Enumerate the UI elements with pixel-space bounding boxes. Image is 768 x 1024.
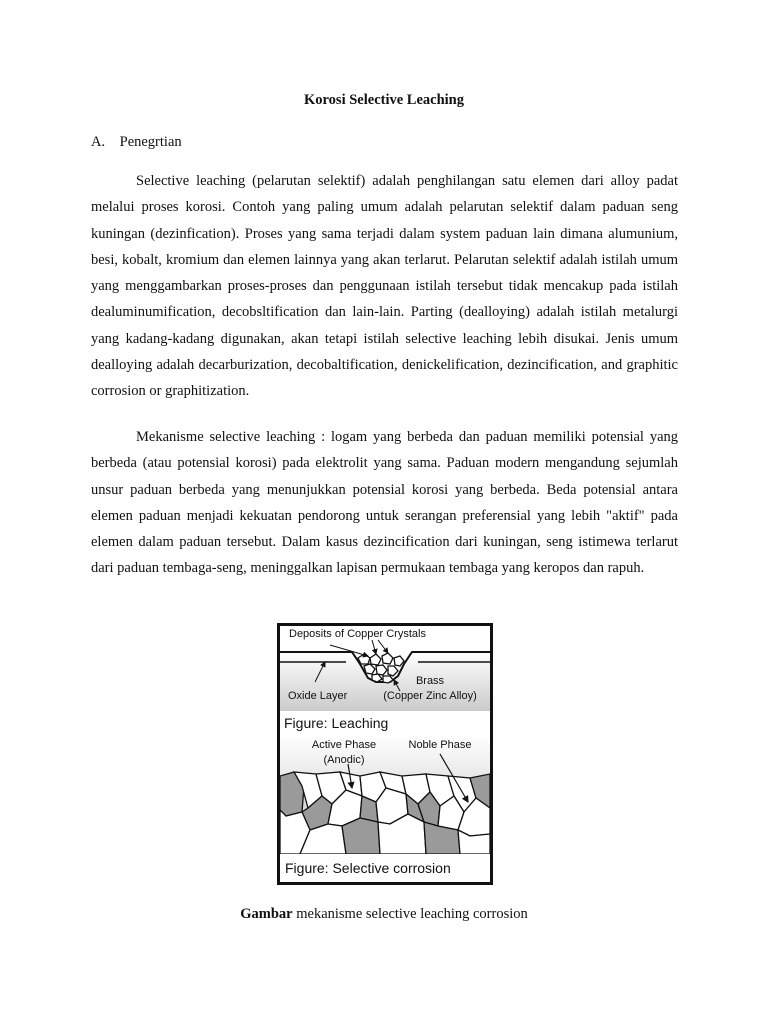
brass-sub-label: (Copper Zinc Alloy)	[383, 690, 477, 702]
caption-text: mekanisme selective leaching corrosion	[292, 906, 528, 922]
active-phase-sub-label: (Anodic)	[323, 754, 365, 766]
paragraph-definition: Selective leaching (pelarutan selektif) adalah penghilangan satu elemen dari alloy padat melalui proses korosi. Contoh yang paling umum adalah pelarutan selektif dalam paduan seng kuningan (dezinfication). Proses yang sama terjadi dalam system paduan lain dimana alumunium, besi, kobalt, kromium dan elemen lainnya yang akan terlarut. Pelarutan selektif adalah istilah umum yang menggambarkan proses-proses dan penggunaan istilah tersebut tidak mencakup pada istilah dealuminumification, decobsltification dan lain-lain. Parting (dealloying) adalah istilah metalurgi yang kadang-kadang digunakan, akan tetapi istilah selective leaching lebih disukai. Jenis umum dealloying adalah decarburization, decobaltification, denickelification, dezincification, and graphitic corrosion or graphitization.	[91, 173, 678, 400]
selective-corrosion-title: Figure: Selective corrosion	[285, 860, 451, 876]
document-title: Korosi Selective Leaching	[303, 92, 465, 108]
active-phase-label: Active Phase	[311, 739, 377, 751]
noble-phase-label: Noble Phase	[408, 739, 472, 751]
leaching-figure	[277, 623, 493, 885]
brass-label: Brass	[415, 675, 445, 687]
section-number: A.	[91, 134, 106, 150]
oxide-layer-label: Oxide Layer	[288, 690, 348, 702]
section-heading	[91, 134, 182, 151]
section-title: Penegrtian	[119, 134, 182, 150]
selective-corrosion-panel	[280, 736, 490, 854]
leaching-panel	[280, 628, 490, 714]
figure-illustration	[280, 626, 490, 882]
figure-caption	[0, 906, 768, 923]
deposits-label: Deposits of Copper Crystals	[289, 628, 426, 640]
caption-label: Gambar	[240, 906, 293, 922]
paragraph-mechanism: Mekanisme selective leaching : logam yang berbeda dan paduan memiliki potensial yang berbeda (atau potensial korosi) pada elektrolit yang sama. Paduan modern mengandung sejumlah unsur paduan berbeda yang menunjukkan potensial korosi yang berbeda. Beda potensial antara elemen paduan menjadi kekuatan pendorong untuk serangan preferensial yang lebih "aktif" pada elemen dalam paduan tersebut. Dalam kasus dezincification dari kuningan, seng istimewa terlarut dari paduan tembaga-seng, meninggalkan lapisan permukaan tembaga yang keropos dan rapuh.	[91, 429, 678, 577]
leaching-figure-title: Figure: Leaching	[284, 715, 389, 731]
